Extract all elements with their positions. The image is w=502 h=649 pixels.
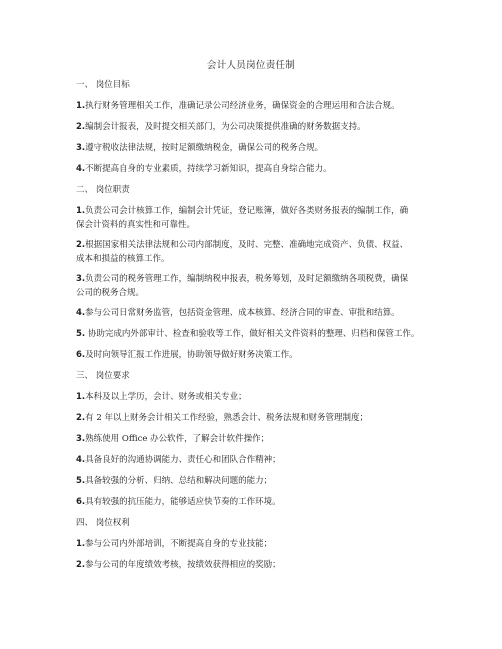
item-number: 2. (76, 240, 86, 250)
item-text: 执行财务管理相关工作，准确记录公司经济业务，确保资金的合理运用和合法合规。 (85, 101, 400, 111)
item-number: 1. (76, 539, 86, 549)
item-text: 根据国家相关法律法规和公司内部制度，及时、完整、准确地完成资产、负债、权益、 (85, 240, 409, 250)
item-number: 6. (76, 497, 86, 507)
item-text: 参与公司内外部培训，不断提高自身的专业技能； (85, 539, 273, 549)
list-item (76, 390, 436, 404)
item-text-continued: 成本和损益的核算工作。 (76, 254, 170, 264)
item-text-continued: 保会计资料的真实性和可靠性。 (76, 220, 196, 230)
item-number: 2. (76, 413, 86, 423)
item-number: 1. (76, 392, 86, 402)
list-item (76, 162, 436, 176)
section-heading: 一、 岗位目标 (76, 80, 130, 90)
item-number: 4. (76, 455, 86, 465)
item-text: 负责公司的税务管理工作，编制纳税申报表，税务筹划，及时足额缴纳各项税费，确保 (85, 274, 409, 284)
document-title: 会计人员岗位责任制 (206, 60, 296, 71)
list-item (76, 453, 436, 467)
list-item (76, 474, 436, 488)
item-number: 3. (76, 274, 86, 284)
list-item (76, 141, 436, 155)
item-number: 5. (76, 329, 86, 339)
item-text: 不断提高自身的专业素质，持续学习新知识，提高自身综合能力。 (85, 164, 332, 174)
list-item (76, 327, 436, 341)
list-item (76, 306, 436, 320)
section-heading: 三、 岗位要求 (76, 371, 130, 381)
list-item (76, 204, 436, 232)
list-item (76, 99, 436, 113)
item-number: 4. (76, 164, 86, 174)
list-item (76, 537, 436, 551)
item-text: 具备较强的分析、归纳、总结和解决问题的能力； (85, 476, 273, 486)
list-item (76, 238, 436, 266)
item-number: 1. (76, 206, 86, 216)
item-number: 3. (76, 434, 86, 444)
list-item (76, 432, 436, 446)
item-number: 4. (76, 308, 86, 318)
section-heading: 四、 岗位权利 (76, 518, 130, 528)
item-text: 及时向领导汇报工作进展，协助领导做好财务决策工作。 (85, 350, 298, 360)
item-text: 遵守税收法律法规，按时足额缴纳税金，确保公司的税务合规。 (85, 143, 324, 153)
item-number: 1. (76, 101, 86, 111)
list-item (76, 120, 436, 134)
item-text: 协助完成内外部审计、检查和验收等工作，做好相关文件资料的整理、归档和保管工作。 (85, 329, 420, 339)
item-text: 具有较强的抗压能力，能够适应快节奏的工作环境。 (85, 497, 281, 507)
item-number: 5. (76, 476, 86, 486)
item-text: 有 2 年以上财务会计相关工作经验，熟悉会计、税务法规和财务管理制度； (85, 413, 368, 423)
section-heading: 二、 岗位职责 (76, 185, 130, 195)
item-number: 6. (76, 350, 86, 360)
list-item (76, 348, 436, 362)
list-item (76, 558, 436, 572)
list-item (76, 411, 436, 425)
item-text: 本科及以上学历，会计、财务或相关专业； (85, 392, 247, 402)
item-text-continued: 公司的税务合规。 (76, 288, 145, 298)
item-text: 编制会计报表，及时提交相关部门，为公司决策提供准确的财务数据支持。 (85, 122, 366, 132)
item-number: 3. (76, 143, 86, 153)
item-text: 具备良好的沟通协调能力、责任心和团队合作精神； (85, 455, 281, 465)
item-text: 参与公司的年度绩效考核，按绩效获得相应的奖励； (85, 560, 281, 570)
item-text: 熟练使用 Office 办公软件，了解会计软件操作； (85, 434, 270, 444)
list-item (76, 272, 436, 300)
item-text: 参与公司日常财务监管，包括资金管理、成本核算、经济合同的审查、审批和结算。 (85, 308, 400, 318)
item-number: 2. (76, 122, 86, 132)
list-item (76, 495, 436, 509)
item-text: 负责公司会计核算工作，编制会计凭证，登记账簿，做好各类财务报表的编制工作，确 (85, 206, 409, 216)
item-number: 2. (76, 560, 86, 570)
